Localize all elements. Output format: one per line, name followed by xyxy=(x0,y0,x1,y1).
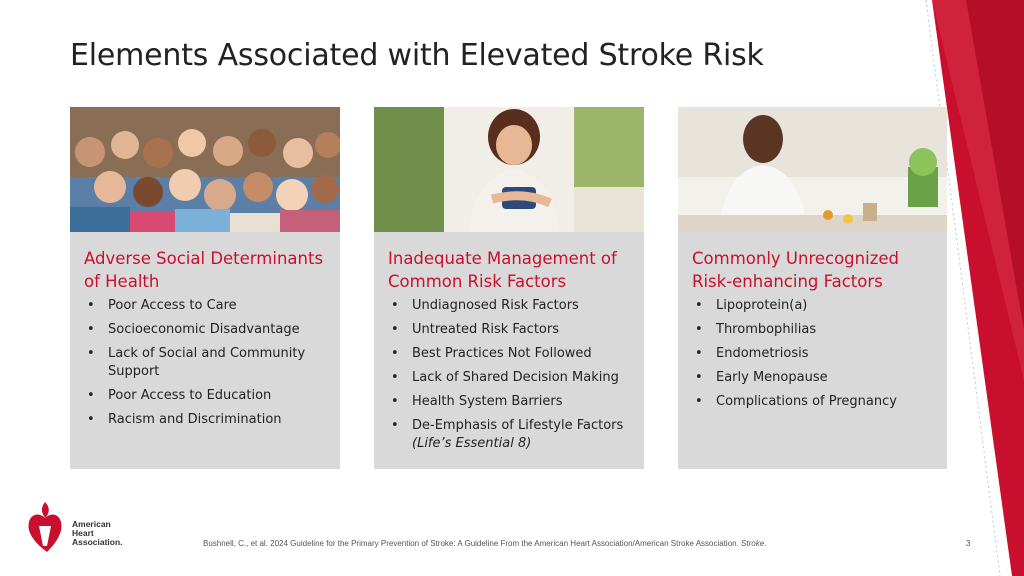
woman-blood-pressure-photo xyxy=(374,107,644,232)
man-medication-photo xyxy=(678,107,947,232)
list-item: • Lipoprotein(a) xyxy=(692,297,942,315)
card-inadequate-management xyxy=(374,107,644,469)
slide-title: Elements Associated with Elevated Stroke Risk xyxy=(70,38,764,73)
list-item-note: (Life’s Essential 8) xyxy=(412,436,532,451)
list-item: • Racism and Discrimination xyxy=(84,411,334,429)
citation: Bushnell, C., et al. 2024 Guideline for the Primary Prevention of Stroke: A Guideline From the American Heart Association/American Stroke Association. Stroke. xyxy=(203,539,767,548)
page-number: 3 xyxy=(966,539,971,548)
list-item: • Best Practices Not Followed xyxy=(388,345,638,363)
list-item: • Lack of Shared Decision Making xyxy=(388,369,638,387)
list-item: • Early Menopause xyxy=(692,369,942,387)
list-item: • Poor Access to Education xyxy=(84,387,334,405)
card-heading: Adverse Social Determinants of Health xyxy=(84,249,324,291)
list-item: • Untreated Risk Factors xyxy=(388,321,638,339)
list-item: • Health System Barriers xyxy=(388,393,638,411)
list-item: • Socioeconomic Disadvantage xyxy=(84,321,334,339)
list-item: • Thrombophilias xyxy=(692,321,942,339)
list-item: • Complications of Pregnancy xyxy=(692,393,942,411)
list-item: • Poor Access to Care xyxy=(84,297,334,315)
card-heading: Inadequate Management of Common Risk Factors xyxy=(388,249,617,291)
list-item: • Lack of Social and Community Support xyxy=(84,345,334,381)
logo-text: American Heart Association. xyxy=(72,519,123,547)
list-item: • De-Emphasis of Lifestyle Factors (Life’s Essential 8) xyxy=(388,417,638,453)
card-heading: Commonly Unrecognized Risk-enhancing Factors xyxy=(692,249,899,291)
card-social-determinants xyxy=(70,107,340,469)
card-unrecognized-factors xyxy=(678,107,947,469)
diverse-crowd-photo xyxy=(70,107,340,232)
list-item: • Undiagnosed Risk Factors xyxy=(388,297,638,315)
risk-list xyxy=(388,297,638,459)
list-item: • Endometriosis xyxy=(692,345,942,363)
risk-list xyxy=(84,297,334,435)
risk-list xyxy=(692,297,942,417)
